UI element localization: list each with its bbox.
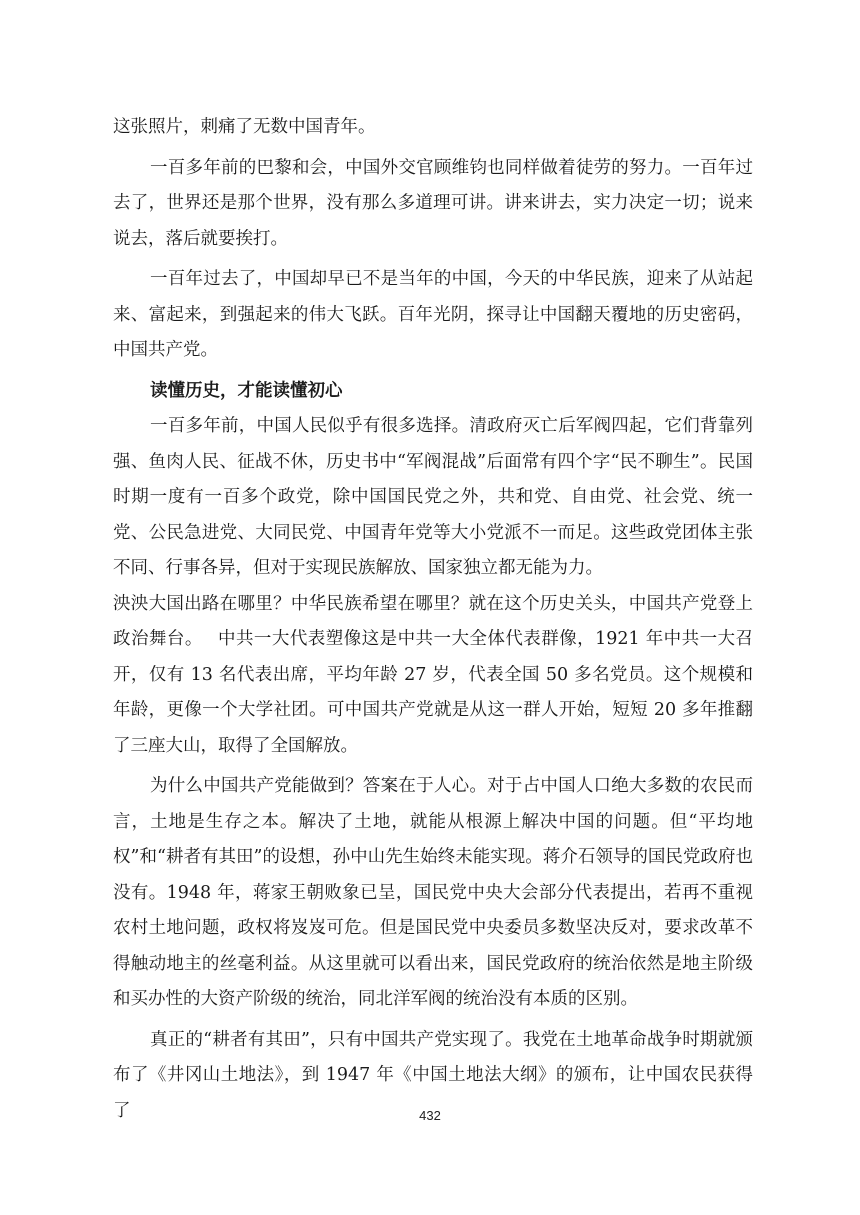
paragraph-many-choices: 一百多年前，中国人民似乎有很多选择。清政府灭亡后军阀四起，它们背靠列强、鱼肉人民、征战不休，历史书中“军阀混战”后面常有四个字“民不聊生”。民国时期一度有一百多个政党，除中国国民党之外，共和党、自由党、社会党、统一党、公民急进党、大同民党、中国青年党等大小党派不一而足。这些政党团体主张不同、行事各异，但对于实现民族解放、国家独立都无能为力。 [113, 416, 753, 578]
paragraph-photo-caption: 这张照片，刺痛了无数中国青年。 [113, 117, 376, 137]
paragraph-paris-conference: 一百多年前的巴黎和会，中国外交官顾维钧也同样做着徒劳的努力。一百年过去了，世界还是那个世界，没有那么多道理可讲。讲来讲去，实力决定一切；说来说去，落后就要挨打。 [113, 157, 753, 249]
section-heading: 读懂历史，才能读懂初心 [150, 380, 343, 401]
paragraph-land-question: 为什么中国共产党能做到？答案在于人心。对于占中国人口绝大多数的农民而言，土地是生存之本。解决了土地，就能从根源上解决中国的问题。但“平均地权”和“耕者有其田”的设想，孙中山先生始终未能实现。蒋介石领导的国民党政府也没有。1948 年，蒋家王朝败象已呈，国民党中央大会部分代表提出，若再不重视农村土地问题，政权将岌岌可危。但是国民党中央委员多数坚决反对，要求改革不得触动地主的丝毫利益。从这里就可以看出来，国民党政府的统治依然是地主阶级和买办性的大资产阶级的统治，同北洋军阀的统治没有本质的区别。 [113, 776, 753, 1009]
paragraph-land-to-tiller: 真正的“耕者有其田”，只有中国共产党实现了。我党在土地革命战争时期就颁布了《井冈山土地法》，到 1947 年《中国土地法大纲》的颁布，让中国农民获得了 [113, 1029, 753, 1121]
paragraph-hundred-years: 一百年过去了，中国却早已不是当年的中国，今天的中华民族，迎来了从站起来、富起来，到强起来的伟大飞跃。百年光阴，探寻让中国翻天覆地的历史密码，中国共产党。 [113, 269, 753, 360]
paragraph-party-stage: 泱泱大国出路在哪里？中华民族希望在哪里？就在这个历史关头，中国共产党登上政治舞台。 中共一大代表塑像这是中共一大全体代表群像，1921 年中共一大召开，仅有 13 名代表出席，平均年龄 27 岁，代表全国 50 多名党员。这个规模和年龄，更像一个大学社团。可中国共产党就是从这一群人开始，短短 20 多年推翻了三座大山，取得了全国解放。 [113, 593, 753, 756]
document-body [113, 110, 753, 1129]
page-number: 432 [419, 1108, 441, 1123]
